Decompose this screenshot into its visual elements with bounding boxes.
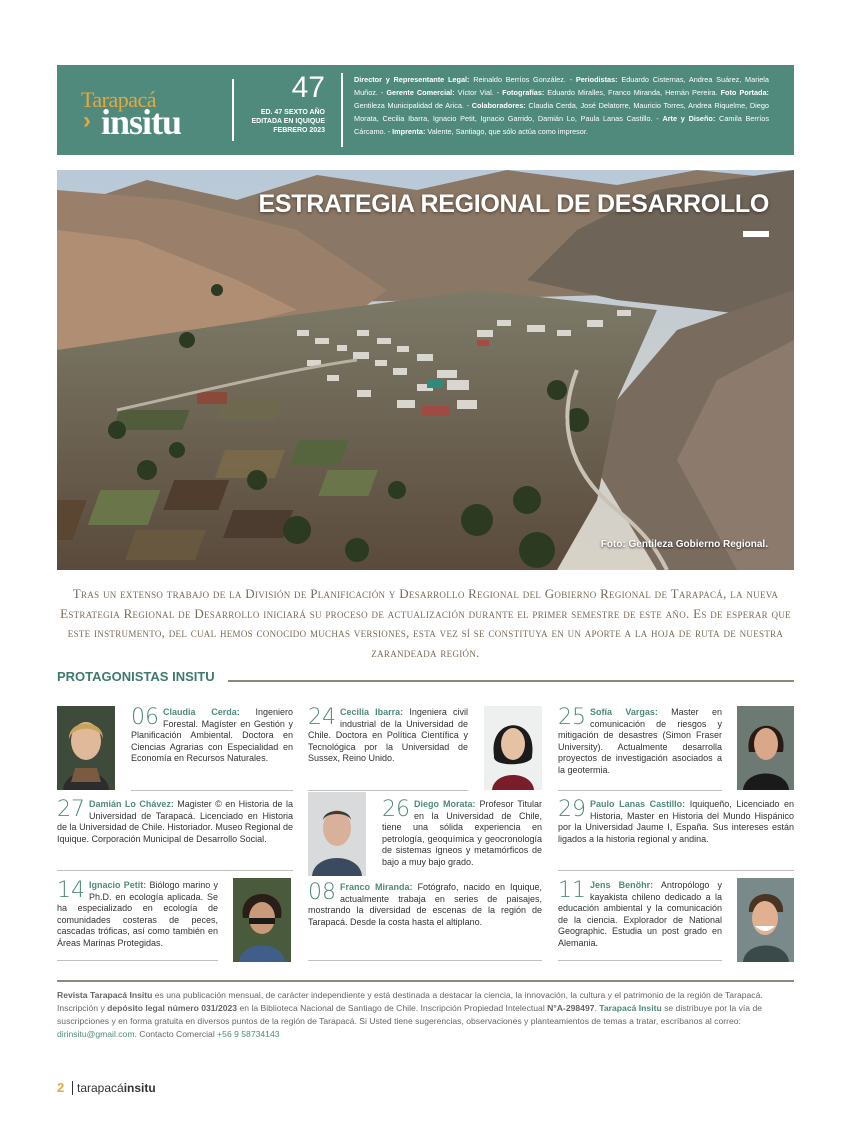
- profile-page-number: 29: [558, 797, 586, 822]
- profile-name: Sofía Vargas:: [590, 707, 658, 717]
- credit-text: Víctor Vial. -: [454, 88, 503, 97]
- footer-divider: [57, 980, 794, 982]
- profile-page-number: 11: [558, 878, 586, 903]
- issue-date: FEBRERO 2023: [273, 127, 325, 134]
- footer-text: en la Biblioteca Nacional de Santiago de Chile. Inscripción Propiedad Intelectual: [237, 1003, 548, 1013]
- profile-rule: [558, 790, 722, 791]
- profile-name: Damián Lo Chávez:: [89, 799, 174, 809]
- profile-page-number: 25: [558, 705, 586, 730]
- issue-number: 47: [291, 71, 325, 104]
- publication-info: [57, 989, 794, 1041]
- profile-name: Franco Miranda:: [340, 882, 413, 892]
- credit-text: Reinaldo Berríos González. -: [469, 75, 576, 84]
- credit-text: Eduardo Cisternas, Andrea Suárez, Mariela Muñoz. -: [354, 75, 769, 97]
- credit-label: Foto Portada:: [720, 88, 769, 97]
- profile-name: Cecilia Ibarra:: [340, 707, 404, 717]
- profile-sofia-vargas: [558, 707, 722, 776]
- valley-aerial-photo: [57, 170, 794, 570]
- profile-page-number: 26: [382, 797, 410, 822]
- profile-bio: Magister © en Historia de la Universidad de Tarapacá. Licenciado en Historia de la Universidad de Chile. Historiador. Museo Regional de Iquique. Corporación Municipal de Desarrollo Social.: [57, 799, 293, 844]
- brand-bold: insitu: [123, 1081, 156, 1095]
- photo-credit: Foto: Gentileza Gobierno Regional.: [600, 539, 768, 550]
- avatar-claudia-cerda: [57, 706, 115, 790]
- credit-label: Fotografías:: [502, 88, 545, 97]
- profile-page-number: 24: [308, 705, 336, 730]
- profile-bio: Ingeniera civil industrial de la Universidad de Chile. Doctora en Política Científica y Tecnológica por la Universidad de Sussex, Reino Unido.: [308, 707, 469, 763]
- section-title: PROTAGONISTAS INSITU: [57, 669, 215, 684]
- publication-name: Revista Tarapacá Insitu: [57, 990, 153, 1000]
- contact-email-link[interactable]: dirinsitu@gmail.com: [57, 1029, 135, 1039]
- profile-cecilia-ibarra: [308, 707, 468, 765]
- page-footer-brand: [72, 1081, 156, 1095]
- profile-ignacio-petit: [57, 880, 218, 949]
- brand-normal: tarapacá: [77, 1081, 124, 1095]
- footer-text: .: [594, 1003, 600, 1013]
- masthead-divider: [232, 79, 234, 141]
- profile-bio: Antropólogo y kayakista chileno dedicado a la educación ambiental y la comunicación de la ciencia. Explorador de National Geographic. Estudia un post grado en Alemania.: [558, 880, 723, 948]
- profile-bio: Master en comunicación de riesgos y mitigación de desastres (Simon Fraser University). Actualmente desarrolla proyectos de investigación asociados a la geotermia.: [558, 707, 722, 775]
- profile-bio: Iquiqueño, Licenciado en Historia, Master en Historia del Mundo Hispánico por la Universidad Jaume I, España. Sus intereses están ligados a la historia regional y andina.: [558, 799, 794, 844]
- title-accent-bar: [743, 231, 769, 237]
- profile-rule: [558, 870, 794, 871]
- credit-text: Eduardo Miralles, Franco Miranda, Hernán Pereira.: [544, 88, 721, 97]
- profile-name: Diego Morata:: [414, 799, 476, 809]
- profile-diego-morata: [382, 799, 542, 868]
- magazine-logo[interactable]: [81, 87, 231, 142]
- profile-jens-benohr: [558, 880, 722, 949]
- credit-label: Colaboradores:: [471, 101, 526, 110]
- article-title: ESTRATEGIA REGIONAL DE DESARROLLO: [258, 190, 769, 218]
- avatar-ignacio-petit: [233, 878, 291, 962]
- logo-bottom-text: insitu: [101, 102, 182, 142]
- profile-bio: Profesor Titular en la Universidad de Chile, tiene una sólida experiencia en petrología, geoquímica y geocronología de sistemas ígneos y metamórficos de bajo a muy bajo grado.: [382, 799, 542, 867]
- logo-chevron-icon: ›: [83, 107, 91, 134]
- article-intro: Tras un extenso trabajo de la División de Planificación y Desarrollo Regional del Gobierno Regional de Tarapacá, la nueva Estrategia Regional de Desarrollo iniciará su proceso de actualización durante el primer semestre de este año. Es de esperar que este instrumento, del cual hemos conocido muchas versiones, esta vez sí se constituya en un aporte a la hoja de ruta de nuestra zarandeada región.: [60, 586, 791, 660]
- issue-location: EDITADA EN IQUIQUE: [251, 118, 325, 125]
- profile-name: Ignacio Petit:: [89, 880, 147, 890]
- footer-text: se distribuye por la vía de suscripciones y en forma gratuita en diversos puntos de la región de Tarapacá. Si Usted tiene sugerencias, observaciones y planteamientos de temas a tratar, escríbanos al correo:: [57, 1003, 763, 1026]
- avatar-jens-benohr: [737, 878, 794, 962]
- credit-text: Camila Berríos Cárcamo. -: [354, 114, 770, 136]
- contact-phone[interactable]: +56 9 58734143: [217, 1029, 280, 1039]
- profile-page-number: 27: [57, 797, 85, 822]
- legal-deposit: depósito legal número 031/2023: [107, 1003, 238, 1013]
- publication-name-accent: Tarapacá Insitu: [599, 1003, 662, 1013]
- credit-text: Valente, Santiago, que sólo actúa como impresor.: [425, 127, 588, 136]
- profile-rule: [57, 870, 293, 871]
- page-number: 2: [57, 1080, 65, 1095]
- profile-rule: [308, 790, 468, 791]
- avatar-sofia-vargas: [737, 706, 794, 790]
- credit-label: Gerente Comercial:: [386, 88, 455, 97]
- profile-rule: [308, 960, 542, 961]
- credit-text: Gentileza Municipalidad de Arica. -: [354, 101, 472, 110]
- profile-claudia-cerda: [131, 707, 293, 765]
- masthead: [57, 65, 794, 155]
- credit-label: Arte y Diseño:: [662, 114, 716, 123]
- hero-image: [57, 170, 794, 570]
- credit-label: Imprenta:: [392, 127, 426, 136]
- profile-name: Paulo Lanas Castillo:: [590, 799, 686, 809]
- profile-bio: Biólogo marino y Ph.D. en ecología aplicada. Se ha especializado en ecología de comunidades costeras de peces, cascadas tróficas, así como también en Áreas Marinas Protegidas.: [57, 880, 218, 948]
- staff-credits: [354, 73, 769, 138]
- intellectual-property-number: N°A-298497: [547, 1003, 595, 1013]
- profile-damian-lo-chavez: [57, 799, 293, 845]
- credit-label: Director y Representante Legal:: [354, 75, 470, 84]
- section-divider: [228, 680, 794, 682]
- footer-text: . Contacto Comercial: [134, 1029, 218, 1039]
- profile-page-number: 08: [308, 880, 336, 905]
- profile-franco-miranda: [308, 882, 542, 928]
- profile-rule: [558, 960, 722, 961]
- credit-text: Claudia Cerda, José Delatorre, Mauricio Torres, Andrea Riquelme, Diego Morata, Cecilia Ibarra, Ignacio Petit, Ignacio Garrido, Damián Lo, Paula Lanas Castillo. -: [354, 101, 769, 123]
- profile-bio: Ingeniero Forestal. Magíster en Gestión y Planificación Ambiental. Doctora en Ciencias Agrarias con Especialidad en Economía en Recursos Naturales.: [131, 707, 294, 763]
- logo-top-text: Tarapacá: [81, 87, 157, 112]
- issue-edition: ED. 47 SEXTO AÑO: [260, 109, 325, 116]
- profile-paulo-lanas-castillo: [558, 799, 794, 845]
- profile-page-number: 14: [57, 878, 85, 903]
- profile-page-number: 06: [131, 705, 159, 730]
- profile-name: Jens Benöhr:: [590, 880, 654, 890]
- footer-text: es una publicación mensual, de carácter independiente y está destinada a destacar la ciencia, la innovación, la cultura y el patrimonio de la región de Tarapacá. Inscripción y: [57, 990, 763, 1013]
- profile-rule: [131, 790, 293, 791]
- avatar-diego-morata: [308, 792, 366, 876]
- profile-name: Claudia Cerda:: [163, 707, 240, 717]
- profile-rule: [57, 960, 218, 961]
- masthead-divider-2: [341, 73, 343, 147]
- profile-bio: Fotógrafo, nacido en Iquique, actualmente trabaja en series de paisajes, mostrando la diversidad de escenas de la región de Tarapacá. Desde la costa hasta el altiplano.: [308, 882, 542, 927]
- avatar-cecilia-ibarra: [484, 706, 542, 790]
- credit-label: Periodistas:: [575, 75, 618, 84]
- issue-meta: [247, 108, 325, 135]
